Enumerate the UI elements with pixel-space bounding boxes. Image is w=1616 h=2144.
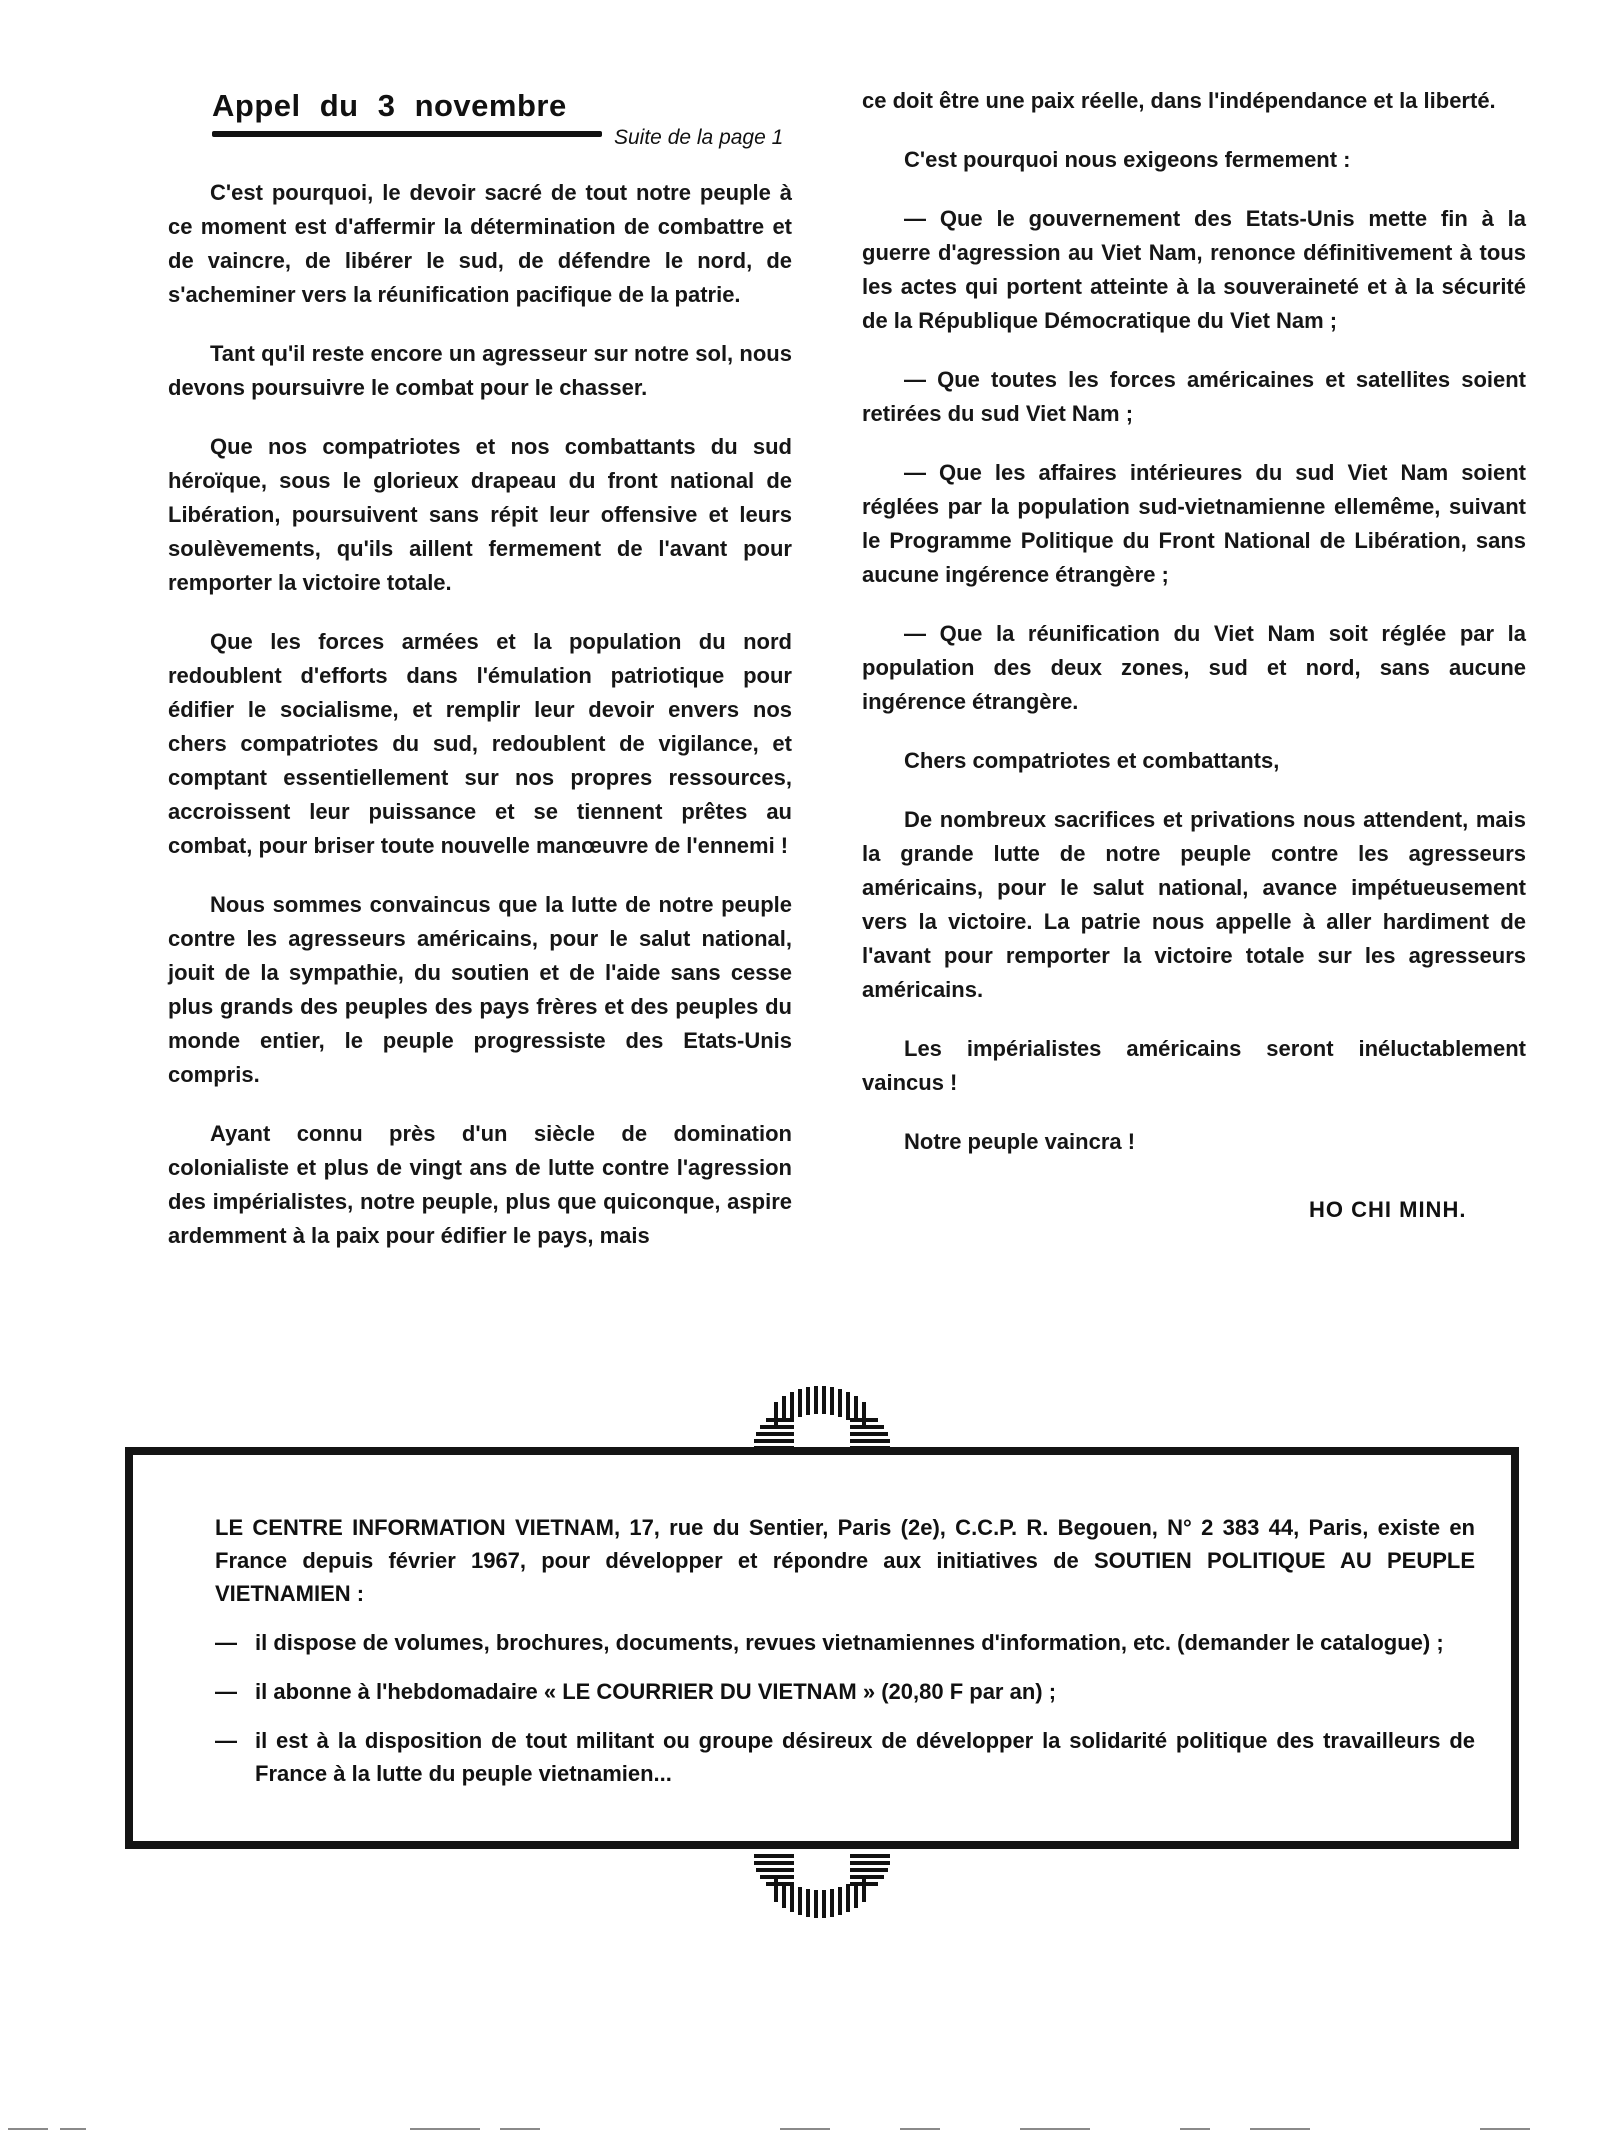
- paragraph: Ayant connu près d'un siècle de domination colonialiste et plus de vingt ans de lutte contre l'agression des impérialistes, notre peuple, plus que quiconque, aspire ardemment à la paix pour édifier le pays, mais: [168, 1121, 792, 1248]
- right-column: [862, 84, 1526, 1184]
- dash-marker: —: [215, 1630, 237, 1655]
- dash-marker: —: [215, 1728, 237, 1753]
- paragraph: C'est pourquoi nous exigeons fermement :: [904, 147, 1351, 172]
- paragraph: De nombreux sacrifices et privations nous attendent, mais la grande lutte de notre peuple contre les agresseurs américains, pour le salut national, avance impétueusement vers la victoire. La patrie nous appelle à aller hardiment de l'avant pour remporter la victoire totale sur les agresseurs américains.: [862, 807, 1526, 1002]
- paragraph-continuation: ce doit être une paix réelle, dans l'indépendance et la liberté.: [862, 88, 1496, 113]
- paragraph: Que les forces armées et la population du nord redoublent d'efforts dans l'émulation patriotique pour édifier le socialisme, et remplir leur devoir envers nos chers compatriotes du sud, redoublent de vigilance, et comptant essentiellement sur nos propres ressources, accroissent leur puissance et se tiennent prêtes au combat, pour briser toute nouvelle manœuvre de l'ennemi !: [168, 629, 792, 858]
- info-item: [215, 1675, 1475, 1708]
- info-intro: LE CENTRE INFORMATION VIETNAM, 17, rue du Sentier, Paris (2e), C.C.P. R. Begouen, N° 2 383 44, Paris, existe en France depuis février 1967, pour développer et répondre aux initiatives de SOUTIEN POLITIQUE AU PEUPLE VIETNAMIEN :: [215, 1515, 1475, 1606]
- info-box-text: [215, 1511, 1475, 1806]
- paragraph: C'est pourquoi, le devoir sacré de tout notre peuple à ce moment est d'affermir la détermination de combattre et de vaincre, de libérer le sud, de défendre le nord, de s'acheminer vers la réunification pacifique de la patrie.: [168, 180, 792, 307]
- demand-item: — Que le gouvernement des Etats-Unis mette fin à la guerre d'agression au Viet Nam, renonce définitivement à tous les actes qui portent atteinte à la souveraineté et à la sécurité de la République Démocratique du Viet Nam ;: [862, 206, 1526, 333]
- info-item: [215, 1626, 1475, 1659]
- title-underline: [212, 131, 602, 137]
- paragraph: Notre peuple vaincra !: [904, 1129, 1136, 1154]
- info-box: [125, 1447, 1519, 1849]
- paragraph: Tant qu'il reste encore un agresseur sur notre sol, nous devons poursuivre le combat pour le chasser.: [168, 341, 792, 400]
- paragraph: Que nos compatriotes et nos combattants du sud héroïque, sous le glorieux drapeau du front national de Libération, poursuivent sans répit leur offensive et leurs soulèvements, qu'ils aillent fermement de l'avant pour remporter la victoire totale.: [168, 434, 792, 595]
- info-item: [215, 1724, 1475, 1790]
- left-column: [168, 176, 792, 1278]
- signature: HO CHI MINH.: [1309, 1197, 1467, 1222]
- info-item-text: il est à la disposition de tout militant ou groupe désireux de développer la solidarité politique des travailleurs de France à la lutte du peuple vietnamien...: [255, 1728, 1475, 1786]
- demand-item: — Que toutes les forces américaines et satellites soient retirées du sud Viet Nam ;: [862, 367, 1526, 426]
- paragraph: Nous sommes convaincus que la lutte de notre peuple contre les agresseurs américains, pour le salut national, jouit de la sympathie, du soutien et de l'aide sans cesse plus grands des peuples des pays frères et des peuples du monde entier, le peuple progressiste des Etats-Unis compris.: [168, 892, 792, 1087]
- article-title: Appel du 3 novembre: [212, 88, 567, 123]
- decorative-emblem-icon: [752, 1852, 892, 1923]
- paragraph: Les impérialistes américains seront inéluctablement vaincus !: [862, 1036, 1526, 1095]
- info-item-text: il dispose de volumes, brochures, documents, revues vietnamiennes d'information, etc. (demander le catalogue) ;: [255, 1630, 1444, 1655]
- continued-from-note: Suite de la page 1: [614, 126, 784, 149]
- demand-item: — Que la réunification du Viet Nam soit réglée par la population des deux zones, sud et nord, sans aucune ingérence étrangère.: [862, 621, 1526, 714]
- demand-item: — Que les affaires intérieures du sud Viet Nam soient réglées par la population sud-vietnamienne ellemême, suivant le Programme Politique du Front National de Libération, sans aucune ingérence étrangère ;: [862, 460, 1526, 587]
- paragraph: Chers compatriotes et combattants,: [904, 748, 1280, 773]
- dash-marker: —: [215, 1679, 237, 1704]
- info-item-text: il abonne à l'hebdomadaire « LE COURRIER DU VIETNAM » (20,80 F par an) ;: [255, 1679, 1057, 1704]
- scan-artifact-marks: [0, 2128, 1616, 2134]
